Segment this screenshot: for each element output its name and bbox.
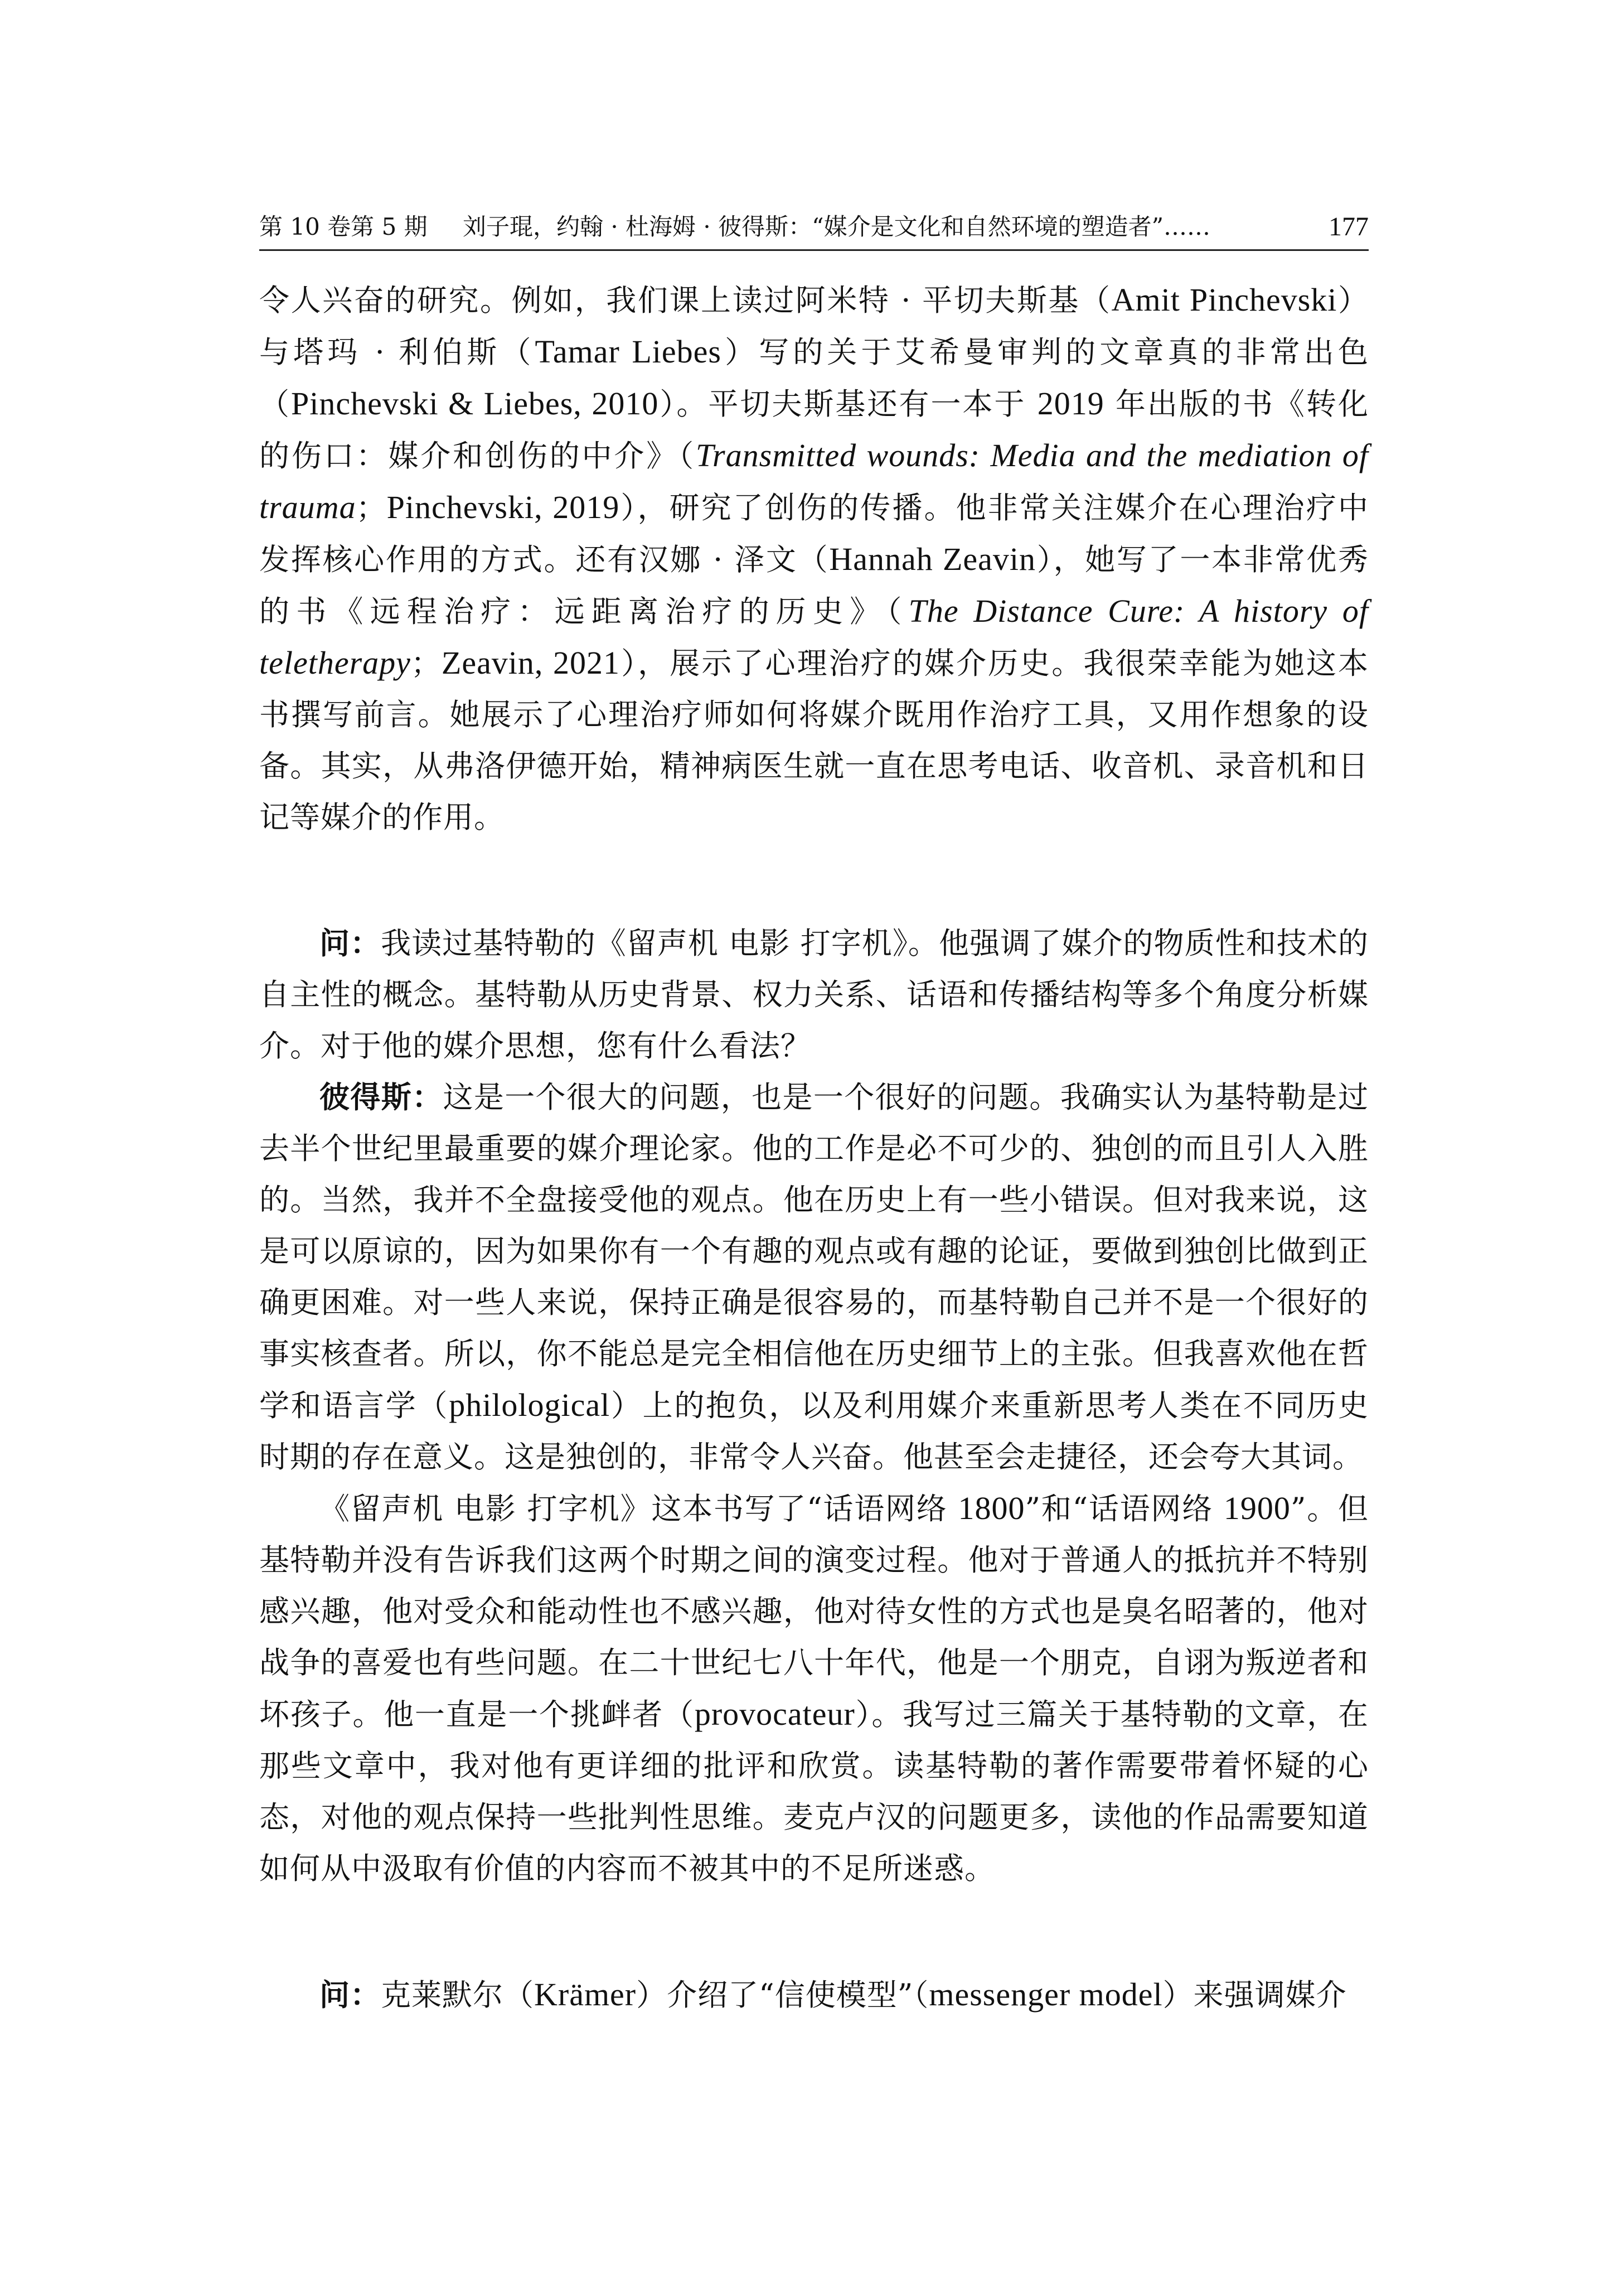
page-number: 177: [1329, 212, 1369, 241]
latin-run: 1900: [1223, 1490, 1291, 1526]
question-text: ）介绍了“信使模型”（: [636, 1977, 929, 2013]
citation: Pinchevski, 2019: [386, 489, 620, 525]
question-paragraph: [259, 1969, 1369, 2021]
header-rule: [259, 249, 1369, 251]
text-run: ）写的关于艾希曼审判的文章真的非常出色（: [259, 335, 1369, 422]
text-run: ）。平切夫斯基还有一本于: [658, 386, 1038, 422]
speaker-label: 问：: [319, 1977, 381, 2013]
answer-text: 《留声机 电影 打字机》这本书写了“话语网络: [319, 1491, 958, 1526]
latin-run: Krämer: [534, 1976, 637, 2013]
article-body: [259, 274, 1369, 2021]
latin-run: Hannah Zeavin: [829, 541, 1036, 577]
paragraph-continuation: [259, 274, 1369, 843]
question-text: 克莱默尔（: [381, 1977, 534, 2013]
latin-run: philological: [449, 1387, 610, 1423]
text-run: 年出版的书《转化的伤口：媒介和创伤的中介》（: [259, 386, 1369, 473]
running-title: 刘子琨，约翰 · 杜海姆 · 彼得斯：“媒介是文化和自然环境的塑造者”……: [463, 213, 1211, 240]
book-title-italic: The Distance Cure: A history of teletherapy: [259, 593, 1369, 681]
section-gap: [259, 843, 1369, 918]
citation: Pinchevski & Liebes, 2010: [291, 385, 659, 422]
answer-text: 这是一个很大的问题，也是一个很好的问题。我确实认为基特勒是过去半个世纪里最重要的媒介理论家。他的工作是必不可少的、独创的而且引人入胜的。当然，我并不全盘接受他的观点。他在历史上有一些小错误。但对我来说，这是可以原谅的，因为如果你有一个有趣的观点或有趣的论证，要做到独创比做到正确更困难。对一些人来说，保持正确是很容易的，而基特勒自己并不是一个很好的事实核查者。所以，你不能总是完全相信他在历史细节上的主张。但我喜欢他在哲学和语言学（: [259, 1080, 1369, 1423]
text-run: ），研究了创伤的传播。他非常关注媒介在心理治疗中发挥核心作用的方式。还有汉娜 · 泽文（: [259, 490, 1369, 577]
text-run: ；: [410, 646, 442, 681]
question-text: ）来强调媒介: [1162, 1977, 1347, 2013]
citation: Zeavin, 2021: [441, 645, 620, 681]
latin-run: provocateur: [694, 1696, 855, 1732]
running-header: [259, 207, 1369, 246]
text-run: ），她写了一本非常优秀的书《远程治疗：远距离治疗的历史》（: [259, 542, 1369, 629]
question-text: 我读过基特勒的《留声机 电影 打字机》。他强调了媒介的物质性和技术的自主性的概念。基特勒从历史背景、权力关系、话语和传播结构等多个角度分析媒介。对于他的媒介思想，您有什么看法？: [259, 926, 1369, 1063]
text-run: ），展示了心理治疗的媒介历史。我很荣幸能为她这本书撰写前言。她展示了心理治疗师如何将媒介既用作治疗工具，又用作想象的设备。其实，从弗洛伊德开始，精神病医生就一直在思考电话、收音机、录音机和日记等媒介的作用。: [259, 646, 1369, 835]
text-run: ；: [356, 490, 387, 525]
answer-paragraph: [259, 1483, 1369, 1894]
answer-text: ）。我写过三篇关于基特勒的文章，在那些文章中，我对他有更详细的批评和欣赏。读基特勒的著作需要带着怀疑的心态，对他的观点保持一些批判性思维。麦克卢汉的问题更多，读他的作品需要知道如何从中汲取有价值的内容而不被其中的不足所迷惑。: [259, 1697, 1369, 1886]
journal-issue: 第 10 卷第 5 期: [259, 213, 428, 240]
text-run: 令人兴奋的研究。例如，我们课上读过阿米特 · 平切夫斯基（: [259, 283, 1112, 318]
latin-run: messenger model: [929, 1976, 1163, 2013]
latin-run: 1800: [958, 1490, 1025, 1526]
answer-text: ”。但基特勒并没有告诉我们这两个时期之间的演变过程。他对于普通人的抵抗并不特别感兴趣，他对受众和能动性也不感兴趣，他对待女性的方式也是臭名昭著的，他对战争的喜爱也有些问题。在二十世纪七八十年代，他是一个朋克，自诩为叛逆者和坏孩子。他一直是一个挑衅者（: [259, 1491, 1369, 1732]
latin-run: Amit Pinchevski: [1111, 282, 1337, 318]
text-run: ）与塔玛 · 利伯斯（: [259, 283, 1369, 370]
speaker-label: 问：: [319, 926, 381, 961]
section-gap: [259, 1894, 1369, 1969]
answer-text: ）上的抱负，以及利用媒介来重新思考人类在不同历史时期的存在意义。这是独创的，非常令人兴奋。他甚至会走捷径，还会夸大其词。: [259, 1388, 1369, 1474]
latin-run: 2019: [1037, 385, 1104, 422]
question-paragraph: [259, 918, 1369, 1072]
book-title-italic: Transmitted wounds: Media and the mediation of trauma: [259, 437, 1369, 525]
speaker-label: 彼得斯：: [319, 1080, 443, 1115]
answer-text: ”和“话语网络: [1025, 1491, 1224, 1526]
latin-run: Tamar Liebes: [535, 333, 721, 370]
answer-paragraph: [259, 1072, 1369, 1483]
